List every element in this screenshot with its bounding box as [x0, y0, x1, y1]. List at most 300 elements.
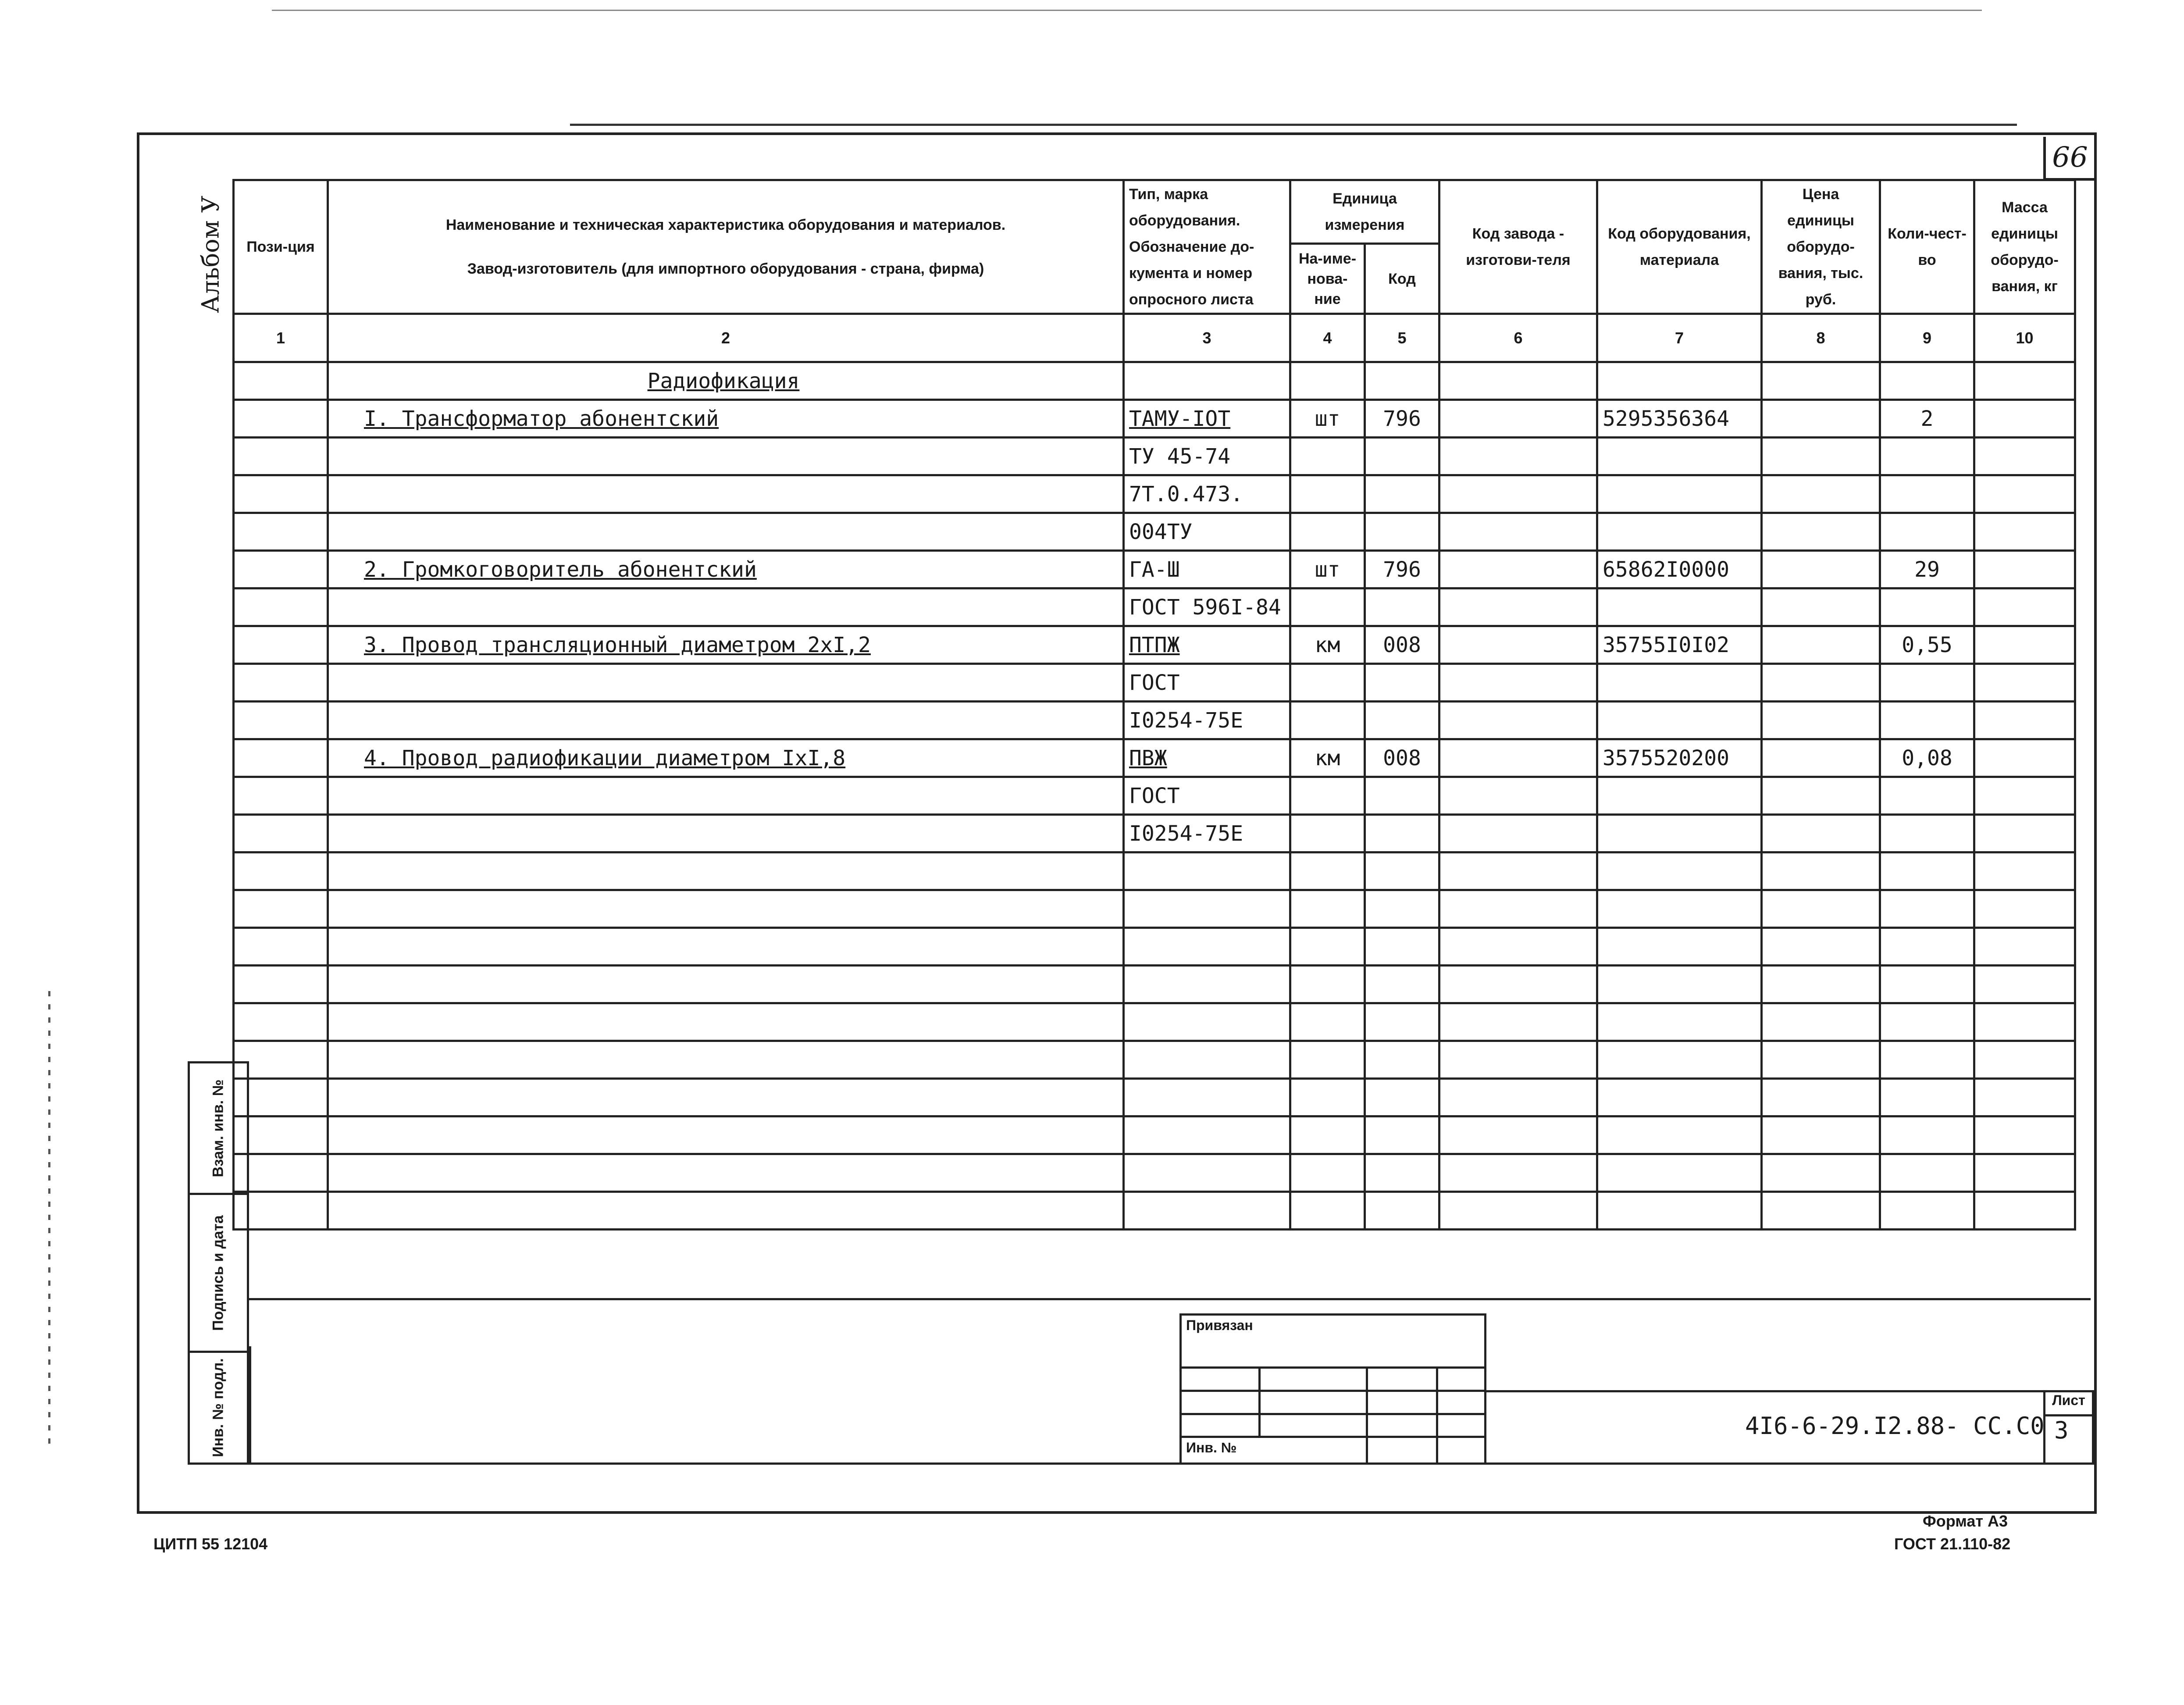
empty-cell [1365, 1079, 1439, 1116]
empty-cell [1124, 1079, 1290, 1116]
table-row [234, 589, 2075, 626]
cell-qty [1880, 438, 1974, 475]
stamp-cell [1181, 1368, 1260, 1391]
empty-cell [1974, 928, 2075, 966]
scan-line [48, 991, 50, 1447]
empty-cell [1439, 777, 1597, 815]
empty-cell [1762, 777, 1880, 815]
empty-cell [1762, 551, 1880, 589]
empty-row [234, 1041, 2075, 1079]
empty-cell [1597, 1192, 1762, 1230]
cell-name [328, 664, 1124, 702]
cell-unit [1290, 513, 1365, 551]
cell-unit: км [1290, 626, 1365, 664]
cell-qty [1880, 777, 1974, 815]
empty-cell [234, 890, 328, 928]
cell-name: 3. Провод трансляционный диаметром 2хI,2 [328, 626, 1124, 664]
cell-equip-code [1597, 438, 1762, 475]
document-number: 4I6-6-29.I2.88- СС.С0 [1745, 1412, 2045, 1440]
empty-cell [1365, 1154, 1439, 1192]
empty-cell [234, 362, 328, 400]
empty-cell [1597, 928, 1762, 966]
column-number: 6 [1439, 314, 1597, 362]
empty-cell [1974, 815, 2075, 852]
empty-cell [234, 664, 328, 702]
empty-cell [1439, 815, 1597, 852]
cell-equip-code [1597, 702, 1762, 739]
empty-row [234, 1003, 2075, 1041]
column-number: 9 [1880, 314, 1974, 362]
empty-cell [1974, 438, 2075, 475]
empty-cell [1597, 1116, 1762, 1154]
cell-name [328, 475, 1124, 513]
cell-unit [1290, 589, 1365, 626]
empty-cell [1439, 702, 1597, 739]
empty-row [234, 1192, 2075, 1230]
inv-no-label: Инв. № [1181, 1437, 1367, 1464]
cell-unit [1290, 362, 1365, 400]
empty-cell [1762, 589, 1880, 626]
empty-row [234, 928, 2075, 966]
column-number: 1 [234, 314, 328, 362]
empty-cell [234, 513, 328, 551]
cell-name: 2. Громкоговоритель абонентский [328, 551, 1124, 589]
header-name-line2: Завод-изготовитель (для импортного оборудования - страна, фирма) [467, 260, 984, 277]
sheet-page-number: 3 [2043, 1414, 2094, 1465]
empty-cell [1439, 664, 1597, 702]
empty-cell [234, 702, 328, 739]
empty-cell [1439, 400, 1597, 438]
empty-cell [234, 1003, 328, 1041]
cell-type: 7Т.0.473. [1124, 475, 1290, 513]
empty-cell [1439, 1116, 1597, 1154]
stamp-cell [1367, 1391, 1437, 1414]
empty-cell [1124, 966, 1290, 1003]
empty-cell [1439, 966, 1597, 1003]
column-number: 3 [1124, 314, 1290, 362]
stamp-cell [1260, 1391, 1367, 1414]
empty-row [234, 1079, 2075, 1116]
scan-line [570, 124, 2017, 126]
empty-cell [1290, 928, 1365, 966]
cell-unit [1290, 438, 1365, 475]
empty-cell [1290, 1154, 1365, 1192]
privyazan-stamp [1179, 1313, 1486, 1465]
cell-type: I0254-75Е [1124, 702, 1290, 739]
empty-cell [1597, 890, 1762, 928]
cell-equip-code: 65862I0000 [1597, 551, 1762, 589]
empty-cell [1974, 1003, 2075, 1041]
cell-type: ТАМУ-IОТ [1124, 400, 1290, 438]
empty-cell [1124, 1154, 1290, 1192]
cell-name [328, 513, 1124, 551]
empty-cell [1290, 1041, 1365, 1079]
empty-cell [1439, 551, 1597, 589]
empty-cell [1597, 1154, 1762, 1192]
cell-type: ПТПЖ [1124, 626, 1290, 664]
empty-cell [328, 1154, 1124, 1192]
stamp-cell [1437, 1368, 1486, 1391]
empty-cell [234, 928, 328, 966]
empty-cell [234, 551, 328, 589]
stamp-cell [1367, 1437, 1437, 1464]
cell-name [328, 438, 1124, 475]
empty-cell [1290, 1116, 1365, 1154]
empty-cell [328, 1079, 1124, 1116]
table-row [234, 739, 2075, 777]
empty-cell [1762, 513, 1880, 551]
table-row [234, 438, 2075, 475]
header-type: Тип, марка оборудования. Обозначение до-кумента и номер опросного листа [1124, 180, 1290, 314]
cell-equip-code [1597, 815, 1762, 852]
cell-equip-code [1597, 475, 1762, 513]
empty-cell [1974, 1154, 2075, 1192]
cell-equip-code: 35755I0I02 [1597, 626, 1762, 664]
empty-cell [1439, 513, 1597, 551]
cell-qty [1880, 513, 1974, 551]
empty-cell [1439, 1192, 1597, 1230]
stamp-cell [1437, 1391, 1486, 1414]
empty-cell [1124, 1041, 1290, 1079]
header-position: Пози-ция [234, 180, 328, 314]
side-cell-vzam [190, 1063, 247, 1195]
cell-qty [1880, 475, 1974, 513]
empty-row [234, 890, 2075, 928]
table-row [234, 777, 2075, 815]
empty-cell [1762, 1079, 1880, 1116]
sheet-number: 66 [2043, 137, 2094, 181]
cell-type: I0254-75Е [1124, 815, 1290, 852]
cell-code [1365, 702, 1439, 739]
cell-qty [1880, 702, 1974, 739]
empty-cell [1597, 1079, 1762, 1116]
empty-cell [234, 589, 328, 626]
empty-cell [1880, 1041, 1974, 1079]
empty-cell [234, 626, 328, 664]
cell-qty: 29 [1880, 551, 1974, 589]
empty-cell [1974, 626, 2075, 664]
empty-cell [1439, 928, 1597, 966]
empty-cell [1365, 1116, 1439, 1154]
cell-qty [1880, 815, 1974, 852]
stamp-cell [1260, 1414, 1367, 1437]
empty-cell [1439, 890, 1597, 928]
empty-cell [1762, 1154, 1880, 1192]
empty-cell [1124, 890, 1290, 928]
column-number: 7 [1597, 314, 1762, 362]
empty-cell [1762, 1041, 1880, 1079]
stamp-cell [1181, 1414, 1260, 1437]
empty-cell [1439, 1079, 1597, 1116]
side-cell-inv [190, 1353, 247, 1462]
empty-cell [1365, 852, 1439, 890]
empty-cell [1365, 966, 1439, 1003]
table-row [234, 551, 2075, 589]
empty-cell [1880, 1079, 1974, 1116]
table-row [234, 815, 2075, 852]
table-row [234, 702, 2075, 739]
empty-cell [1762, 890, 1880, 928]
cell-code [1365, 475, 1439, 513]
empty-cell [1974, 739, 2075, 777]
empty-cell [1974, 852, 2075, 890]
cell-equip-code [1597, 513, 1762, 551]
header-name-line1: Наименование и техническая характеристика оборудования и материалов. [445, 217, 1006, 233]
empty-cell [1762, 966, 1880, 1003]
empty-cell [1290, 890, 1365, 928]
empty-cell [328, 852, 1124, 890]
gost-label: ГОСТ 21.110-82 [1894, 1535, 2011, 1553]
empty-cell [1124, 1116, 1290, 1154]
stamp-cell [1437, 1437, 1486, 1464]
empty-cell [234, 400, 328, 438]
cell-name: Радиофикация [328, 362, 1124, 400]
table-row [234, 513, 2075, 551]
empty-cell [1439, 1154, 1597, 1192]
empty-cell [1974, 400, 2075, 438]
empty-cell [234, 438, 328, 475]
empty-cell [234, 815, 328, 852]
empty-cell [1439, 475, 1597, 513]
empty-cell [234, 739, 328, 777]
empty-cell [234, 966, 328, 1003]
empty-cell [1880, 928, 1974, 966]
header-price: Цена единицы оборудо-вания, тыс. руб. [1762, 180, 1880, 314]
empty-cell [1974, 551, 2075, 589]
cell-type: ТУ 45-74 [1124, 438, 1290, 475]
empty-cell [328, 1003, 1124, 1041]
cell-unit [1290, 475, 1365, 513]
empty-cell [1762, 400, 1880, 438]
empty-cell [328, 1041, 1124, 1079]
empty-cell [1762, 1003, 1880, 1041]
cell-unit [1290, 815, 1365, 852]
empty-cell [1124, 928, 1290, 966]
cell-name: I. Трансформатор абонентский [328, 400, 1124, 438]
empty-cell [1290, 966, 1365, 1003]
table-row [234, 626, 2075, 664]
cell-unit [1290, 777, 1365, 815]
header-mass: Масса единицы оборудо-вания, кг [1974, 180, 2075, 314]
empty-cell [1124, 1003, 1290, 1041]
empty-cell [1597, 966, 1762, 1003]
empty-cell [1974, 513, 2075, 551]
empty-cell [328, 928, 1124, 966]
cell-name [328, 702, 1124, 739]
cell-qty [1880, 664, 1974, 702]
section-row [234, 362, 2075, 400]
empty-cell [1974, 664, 2075, 702]
empty-cell [328, 1116, 1124, 1154]
cell-type: ГОСТ [1124, 777, 1290, 815]
cell-type [1124, 362, 1290, 400]
stamp-cell [1181, 1391, 1260, 1414]
empty-cell [1762, 626, 1880, 664]
specification-table [232, 179, 2076, 1231]
empty-cell [1974, 475, 2075, 513]
empty-cell [1880, 1003, 1974, 1041]
empty-cell [1762, 702, 1880, 739]
empty-cell [1597, 1041, 1762, 1079]
header-unit-code: Код [1365, 244, 1439, 314]
empty-cell [1762, 1116, 1880, 1154]
column-number: 5 [1365, 314, 1439, 362]
empty-row [234, 852, 2075, 890]
stamp-cell [1367, 1414, 1437, 1437]
empty-cell [234, 777, 328, 815]
empty-cell [1974, 702, 2075, 739]
title-block-line [1486, 1390, 2045, 1392]
empty-cell [1365, 928, 1439, 966]
stamp-cell [1437, 1414, 1486, 1437]
cell-code [1365, 362, 1439, 400]
cell-name [328, 815, 1124, 852]
header-factory-code: Код завода - изготови-теля [1439, 180, 1597, 314]
cell-code [1365, 815, 1439, 852]
bottom-block-line [249, 1462, 2091, 1465]
cell-type: ГА-Ш [1124, 551, 1290, 589]
cell-unit [1290, 702, 1365, 739]
side-stamp [188, 1061, 249, 1465]
cell-qty [1880, 589, 1974, 626]
empty-cell [1762, 664, 1880, 702]
empty-cell [1365, 890, 1439, 928]
cell-type: ПВЖ [1124, 739, 1290, 777]
cell-code: 008 [1365, 626, 1439, 664]
empty-cell [1974, 589, 2075, 626]
empty-cell [1880, 1116, 1974, 1154]
empty-cell [1974, 777, 2075, 815]
empty-cell [1439, 626, 1597, 664]
side-label-vzam: Взам. инв. № [210, 1079, 227, 1177]
cell-equip-code: 3575520200 [1597, 739, 1762, 777]
empty-cell [328, 1192, 1124, 1230]
empty-cell [1974, 362, 2075, 400]
empty-cell [328, 890, 1124, 928]
empty-cell [1974, 1079, 2075, 1116]
empty-cell [1974, 1192, 2075, 1230]
cell-code: 008 [1365, 739, 1439, 777]
side-label-inv: Инв. № подл. [210, 1358, 227, 1457]
side-label-podpis: Подпись и дата [210, 1215, 227, 1331]
side-cell-podpis [190, 1195, 247, 1353]
empty-cell [1762, 438, 1880, 475]
bottom-block-line [249, 1298, 2091, 1300]
table-row [234, 664, 2075, 702]
empty-cell [1880, 966, 1974, 1003]
empty-cell [1365, 1192, 1439, 1230]
empty-cell [1762, 739, 1880, 777]
cell-qty: 0,55 [1880, 626, 1974, 664]
scan-line [272, 10, 1982, 11]
empty-cell [1880, 890, 1974, 928]
empty-row [234, 1116, 2075, 1154]
empty-cell [1124, 1192, 1290, 1230]
empty-cell [1762, 475, 1880, 513]
cell-equip-code [1597, 589, 1762, 626]
empty-cell [1880, 1192, 1974, 1230]
empty-row [234, 966, 2075, 1003]
table-row [234, 475, 2075, 513]
cell-name [328, 589, 1124, 626]
column-numbers-row [234, 314, 2075, 362]
cell-type: ГОСТ [1124, 664, 1290, 702]
empty-cell [1290, 1079, 1365, 1116]
cell-code [1365, 589, 1439, 626]
empty-cell [1597, 1003, 1762, 1041]
header-quantity: Коли-чест-во [1880, 180, 1974, 314]
empty-cell [1974, 1041, 2075, 1079]
empty-cell [1974, 966, 2075, 1003]
format-label: Формат А3 [1923, 1512, 2008, 1530]
cell-code [1365, 777, 1439, 815]
header-unit-group: Единица измерения [1290, 180, 1439, 244]
cell-unit: шт [1290, 551, 1365, 589]
cell-name [328, 777, 1124, 815]
cell-unit: шт [1290, 400, 1365, 438]
empty-cell [1439, 739, 1597, 777]
cell-code [1365, 664, 1439, 702]
header-unit-name: На-име-нова-ние [1290, 244, 1365, 314]
cell-qty: 2 [1880, 400, 1974, 438]
empty-cell [1762, 1192, 1880, 1230]
table-row [234, 400, 2075, 438]
empty-cell [1880, 852, 1974, 890]
cell-code: 796 [1365, 400, 1439, 438]
header-equipment-code: Код оборудования, материала [1597, 180, 1762, 314]
cell-code [1365, 438, 1439, 475]
cell-equip-code [1597, 362, 1762, 400]
stamp-cell [1260, 1368, 1367, 1391]
empty-cell [1439, 852, 1597, 890]
empty-cell [1124, 852, 1290, 890]
cell-type: ГОСТ 596I-84 [1124, 589, 1290, 626]
empty-cell [1365, 1003, 1439, 1041]
cell-type: 004ТУ [1124, 513, 1290, 551]
empty-cell [1762, 362, 1880, 400]
specification-body [234, 362, 2075, 1230]
ctp-label: ЦИТП 55 12104 [153, 1535, 268, 1553]
empty-cell [1439, 589, 1597, 626]
cell-equip-code: 5295356364 [1597, 400, 1762, 438]
cell-code: 796 [1365, 551, 1439, 589]
cell-name: 4. Провод радиофикации диаметром IхI,8 [328, 739, 1124, 777]
empty-cell [328, 966, 1124, 1003]
privyazan-label: Привязан [1181, 1315, 1486, 1368]
empty-cell [1290, 852, 1365, 890]
column-number: 2 [328, 314, 1124, 362]
empty-cell [1439, 362, 1597, 400]
bottom-block-line [249, 1346, 251, 1465]
empty-cell [1762, 928, 1880, 966]
empty-cell [1290, 1192, 1365, 1230]
empty-cell [234, 852, 328, 890]
empty-row [234, 1154, 2075, 1192]
empty-cell [1974, 1116, 2075, 1154]
cell-equip-code [1597, 777, 1762, 815]
empty-cell [1597, 852, 1762, 890]
empty-cell [1974, 890, 2075, 928]
empty-cell [234, 475, 328, 513]
empty-cell [1762, 852, 1880, 890]
album-label-text: Альбом У [196, 196, 224, 313]
cell-unit: км [1290, 739, 1365, 777]
stamp-cell [1367, 1368, 1437, 1391]
cell-unit [1290, 664, 1365, 702]
empty-cell [1290, 1003, 1365, 1041]
cell-qty [1880, 362, 1974, 400]
empty-cell [1365, 1041, 1439, 1079]
